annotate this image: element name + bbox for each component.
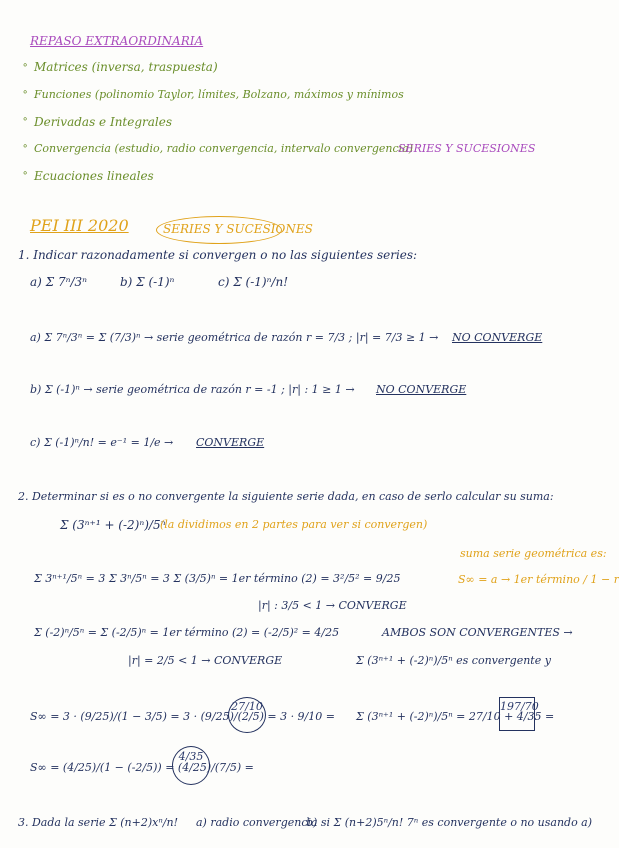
exam-title: PEI III 2020	[30, 216, 129, 235]
q3-part-a: a) radio convergencia	[196, 816, 318, 829]
q2-total-result: 197/70	[499, 697, 535, 731]
q2-series: Σ (3ⁿ⁺¹ + (-2)ⁿ)/5ⁿ	[60, 518, 166, 532]
review-item-ecuaciones: Ecuaciones lineales	[34, 169, 154, 183]
q2-sum2: S∞ = (4/25)/(1 − (-2/5)) = (4/25)/(7/5) =	[30, 761, 254, 774]
review-item-matrices: Matrices (inversa, traspuesta)	[34, 60, 218, 74]
q1-prompt: 1. Indicar razonadamente si convergen o no las siguientes series:	[18, 248, 418, 262]
review-series-tag: SERIES Y SUCESIONES	[398, 142, 536, 155]
review-item-funciones: Funciones (polinomio Taylor, límites, Bolzano, máximos y mínimos	[34, 88, 404, 101]
q1-solution-b-result: NO CONVERGE	[376, 383, 467, 396]
q1-solution-a-result: NO CONVERGE	[452, 331, 543, 344]
exam-topic: SERIES Y SUCESIONES	[163, 222, 313, 236]
bullet-icon: ∘	[22, 87, 29, 98]
q1-option-a: a) Σ 7ⁿ/3ⁿ	[30, 275, 87, 289]
q2-total: Σ (3ⁿ⁺¹ + (-2)ⁿ)/5ⁿ = 27/10 + 4/35 =	[356, 710, 555, 723]
q3-part-b: b) si Σ (n+2)5ⁿ/n! 7ⁿ es convergente o no usando a)	[306, 816, 593, 829]
q2-side-note: suma serie geométrica es:	[460, 547, 607, 560]
q1-solution-a: a) Σ 7ⁿ/3ⁿ = Σ (7/3)ⁿ → serie geométrica de razón r = 7/3 ; |r| = 7/3 ≥ 1 →	[30, 331, 439, 344]
q2-line2: Σ (-2)ⁿ/5ⁿ = Σ (-2/5)ⁿ = 1er término (2) = (-2/5)² = 4/25	[34, 626, 340, 639]
q1-option-c: c) Σ (-1)ⁿ/n!	[218, 275, 289, 289]
review-title: REPASO EXTRAORDINARIA	[30, 34, 204, 48]
q2-both-convergent-series: Σ (3ⁿ⁺¹ + (-2)ⁿ)/5ⁿ es convergente y	[356, 654, 551, 667]
bullet-icon: ∘	[22, 114, 29, 125]
q1-option-b: b) Σ (-1)ⁿ	[120, 275, 175, 289]
q2-line1: Σ 3ⁿ⁺¹/5ⁿ = 3 Σ 3ⁿ/5ⁿ = 3 Σ (3/5)ⁿ = 1er término (2) = 3²/5² = 9/25	[34, 572, 401, 585]
review-item-convergencia: Convergencia (estudio, radio convergencia, intervalo convergencia)	[34, 142, 414, 155]
q1-solution-c: c) Σ (-1)ⁿ/n! = e⁻¹ = 1/e →	[30, 436, 174, 449]
q2-line1-sub: |r| : 3/5 < 1 → CONVERGE	[258, 599, 407, 612]
q2-both-convergent: AMBOS SON CONVERGENTES →	[382, 626, 573, 639]
q2-sum1: S∞ = 3 · (9/25)/(1 − 3/5) = 3 · (9/25)/(2/5) = 3 · 9/10 =	[30, 710, 335, 723]
q2-note: (la dividimos en 2 partes para ver si convergen)	[160, 518, 428, 531]
q3-prompt: 3. Dada la serie Σ (n+2)xⁿ/n!	[18, 816, 179, 829]
q2-sum1-result: 27/10	[228, 697, 266, 733]
q2-line2-sub: |r| = 2/5 < 1 → CONVERGE	[128, 654, 283, 667]
q1-solution-c-result: CONVERGE	[196, 436, 265, 449]
q2-sum2-result: 4/35	[172, 746, 210, 785]
bullet-icon: ∘	[22, 141, 29, 152]
q2-side-formula: S∞ = a → 1er término / 1 − r	[458, 573, 619, 586]
bullet-icon: ∘	[22, 60, 29, 71]
bullet-icon: ∘	[22, 168, 29, 179]
q2-prompt: 2. Determinar si es o no convergente la siguiente serie dada, en caso de serlo calcular su suma:	[18, 490, 554, 503]
review-item-derivadas: Derivadas e Integrales	[34, 115, 173, 129]
q1-solution-b: b) Σ (-1)ⁿ → serie geométrica de razón r = -1 ; |r| : 1 ≥ 1 →	[30, 383, 355, 396]
